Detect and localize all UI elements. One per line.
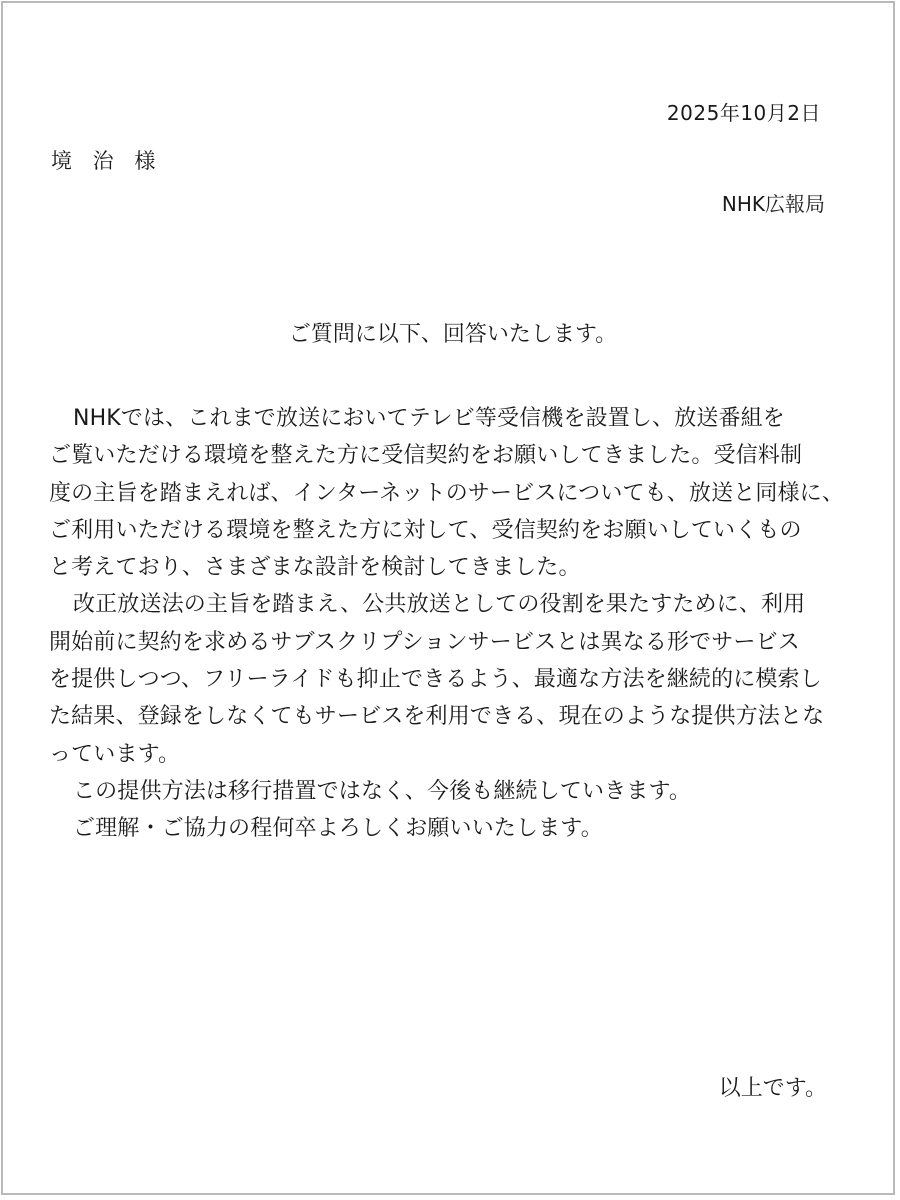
body-line: ご利用いただける環境を整えた方に対して、受信契約をお願いしていくもの	[49, 517, 802, 543]
letter-body	[49, 400, 889, 848]
letter-closing: 以上です。	[718, 1076, 827, 1101]
body-line: 開始前に契約を求めるサブスクリプションサービスとは異なる形でサービス	[49, 629, 800, 655]
letter-subject: ご質問に以下、回答いたします。	[288, 322, 618, 347]
body-line: 度の主旨を踏まえれば、インターネットのサービスについても、放送と同様に、	[49, 480, 844, 506]
body-line: 改正放送法の主旨を踏まえ、公共放送としての役割を果たすために、利用	[73, 592, 806, 618]
body-line: と考えており、さまざまな設計を検討してきました。	[49, 555, 581, 581]
letter-date: 2025年10月2日	[666, 101, 821, 125]
body-line: た結果、登録をしなくてもサービスを利用できる、現在のような提供方法とな	[49, 704, 825, 730]
body-line: を提供しつつ、フリーライドも抑止できるよう、最適な方法を継続的に模索し	[49, 667, 822, 693]
letter-page	[1, 1, 895, 1195]
body-line: ご覧いただける環境を整えた方に受信契約をお願いしてきました。受信料制	[49, 443, 803, 469]
body-line: NHKでは、これまで放送においてテレビ等受信機を設置し、放送番組を	[73, 406, 785, 431]
body-line: この提供方法は移行措置ではなく、今後も継続していきます。	[73, 778, 692, 804]
body-line: っています。	[49, 741, 181, 767]
body-line: ご理解・ご協力の程何卒よろしくお願いいたします。	[73, 816, 603, 842]
sender-name: NHK広報局	[721, 192, 825, 216]
recipient-name: 境 治 様	[51, 149, 163, 173]
